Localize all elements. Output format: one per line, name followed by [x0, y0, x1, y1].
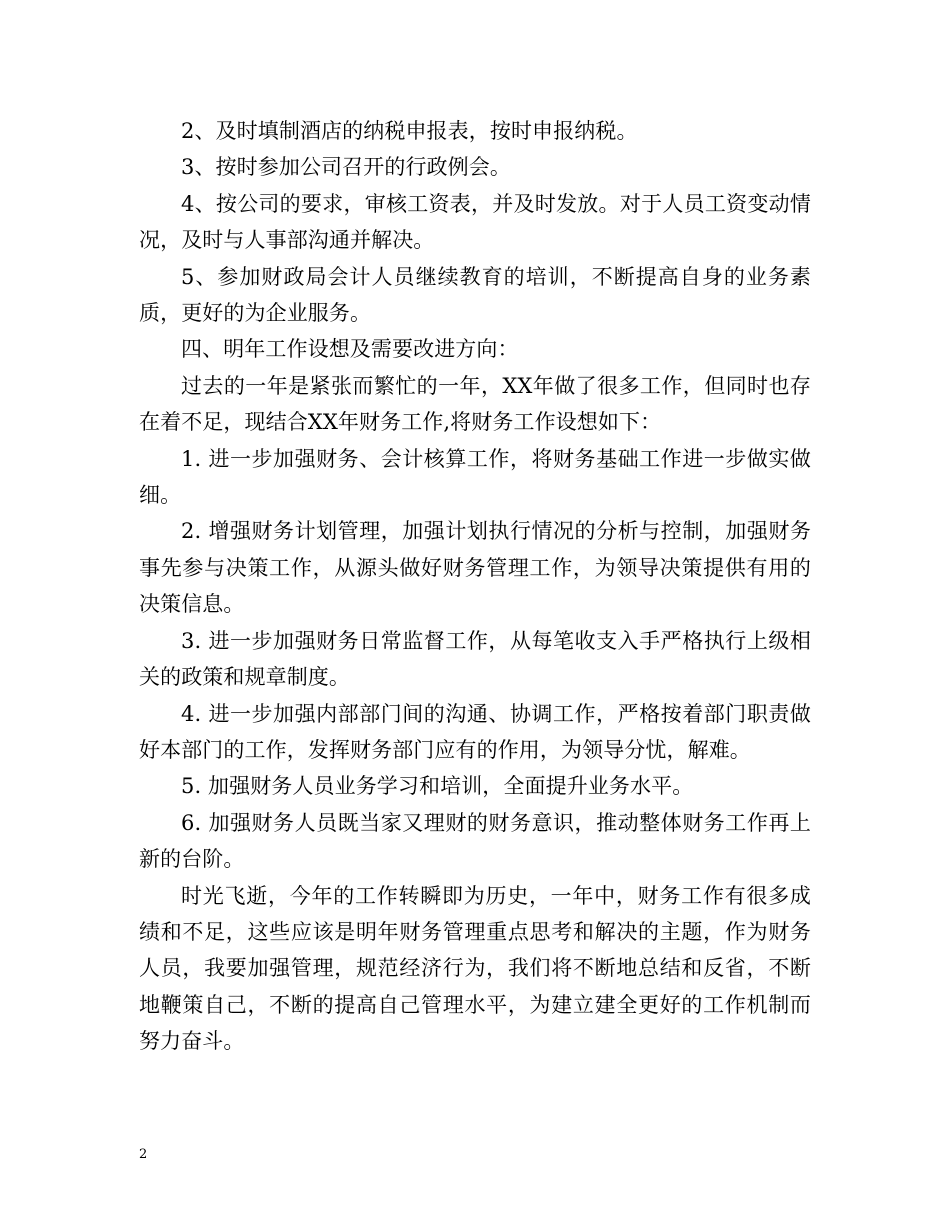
- paragraph-item-2: 2、及时填制酒店的纳税申报表，按时申报纳税。: [181, 119, 638, 143]
- paragraph-item-4: 4、按公司的要求，审核工资表，并及时发放。对于人员工资变动情况，及时与人事部沟通并解决。: [139, 191, 811, 253]
- plan-item-4: 4. 进一步加强内部部门间的沟通、协调工作，严格按着部门职责做好本部门的工作，发挥财务部门应有的作用，为领导分忧，解难。: [139, 701, 811, 762]
- section-heading-plans: 四、明年工作设想及需要改进方向：: [181, 337, 519, 362]
- paragraph-conclusion: 时光飞逝，今年的工作转瞬即为历史，一年中，财务工作有很多成绩和不足，这些应该是明年财务管理重点思考和解决的主题，作为财务人员，我要加强管理，规范经济行为，我们将不断地总结和反省，不断地鞭策自己，不断的提高自己管理水平，为建立建全更好的工作机制而努力奋斗。: [139, 883, 811, 1054]
- plan-item-1: 1. 进一步加强财务、会计核算工作，将财务基础工作进一步做实做细。: [139, 446, 811, 508]
- plan-item-3: 3. 进一步加强财务日常监督工作，从每笔收支入手严格执行上级相关的政策和规章制度。: [139, 628, 811, 690]
- paragraph-item-5: 5、参加财政局会计人员继续教育的培训，不断提高自身的业务素质，更好的为企业服务。: [139, 264, 811, 326]
- document-body: [139, 113, 811, 1060]
- paragraph-intro: 过去的一年是紧张而繁忙的一年，XX年做了很多工作，但同时也存在着不足，现结合XX年财务工作,将财务工作设想如下：: [139, 373, 811, 435]
- plan-item-6: 6. 加强财务人员既当家又理财的财务意识，推动整体财务工作再上新的台阶。: [139, 810, 811, 872]
- plan-item-2: 2. 增强财务计划管理，加强计划执行情况的分析与控制，加强财务事先参与决策工作，从源头做好财务管理工作，为领导决策提供有用的决策信息。: [139, 519, 811, 617]
- page-number: 2: [139, 1147, 148, 1162]
- paragraph-item-3: 3、按时参加公司召开的行政例会。: [181, 155, 511, 180]
- plan-item-5: 5. 加强财务人员业务学习和培训，全面提升业务水平。: [181, 774, 694, 799]
